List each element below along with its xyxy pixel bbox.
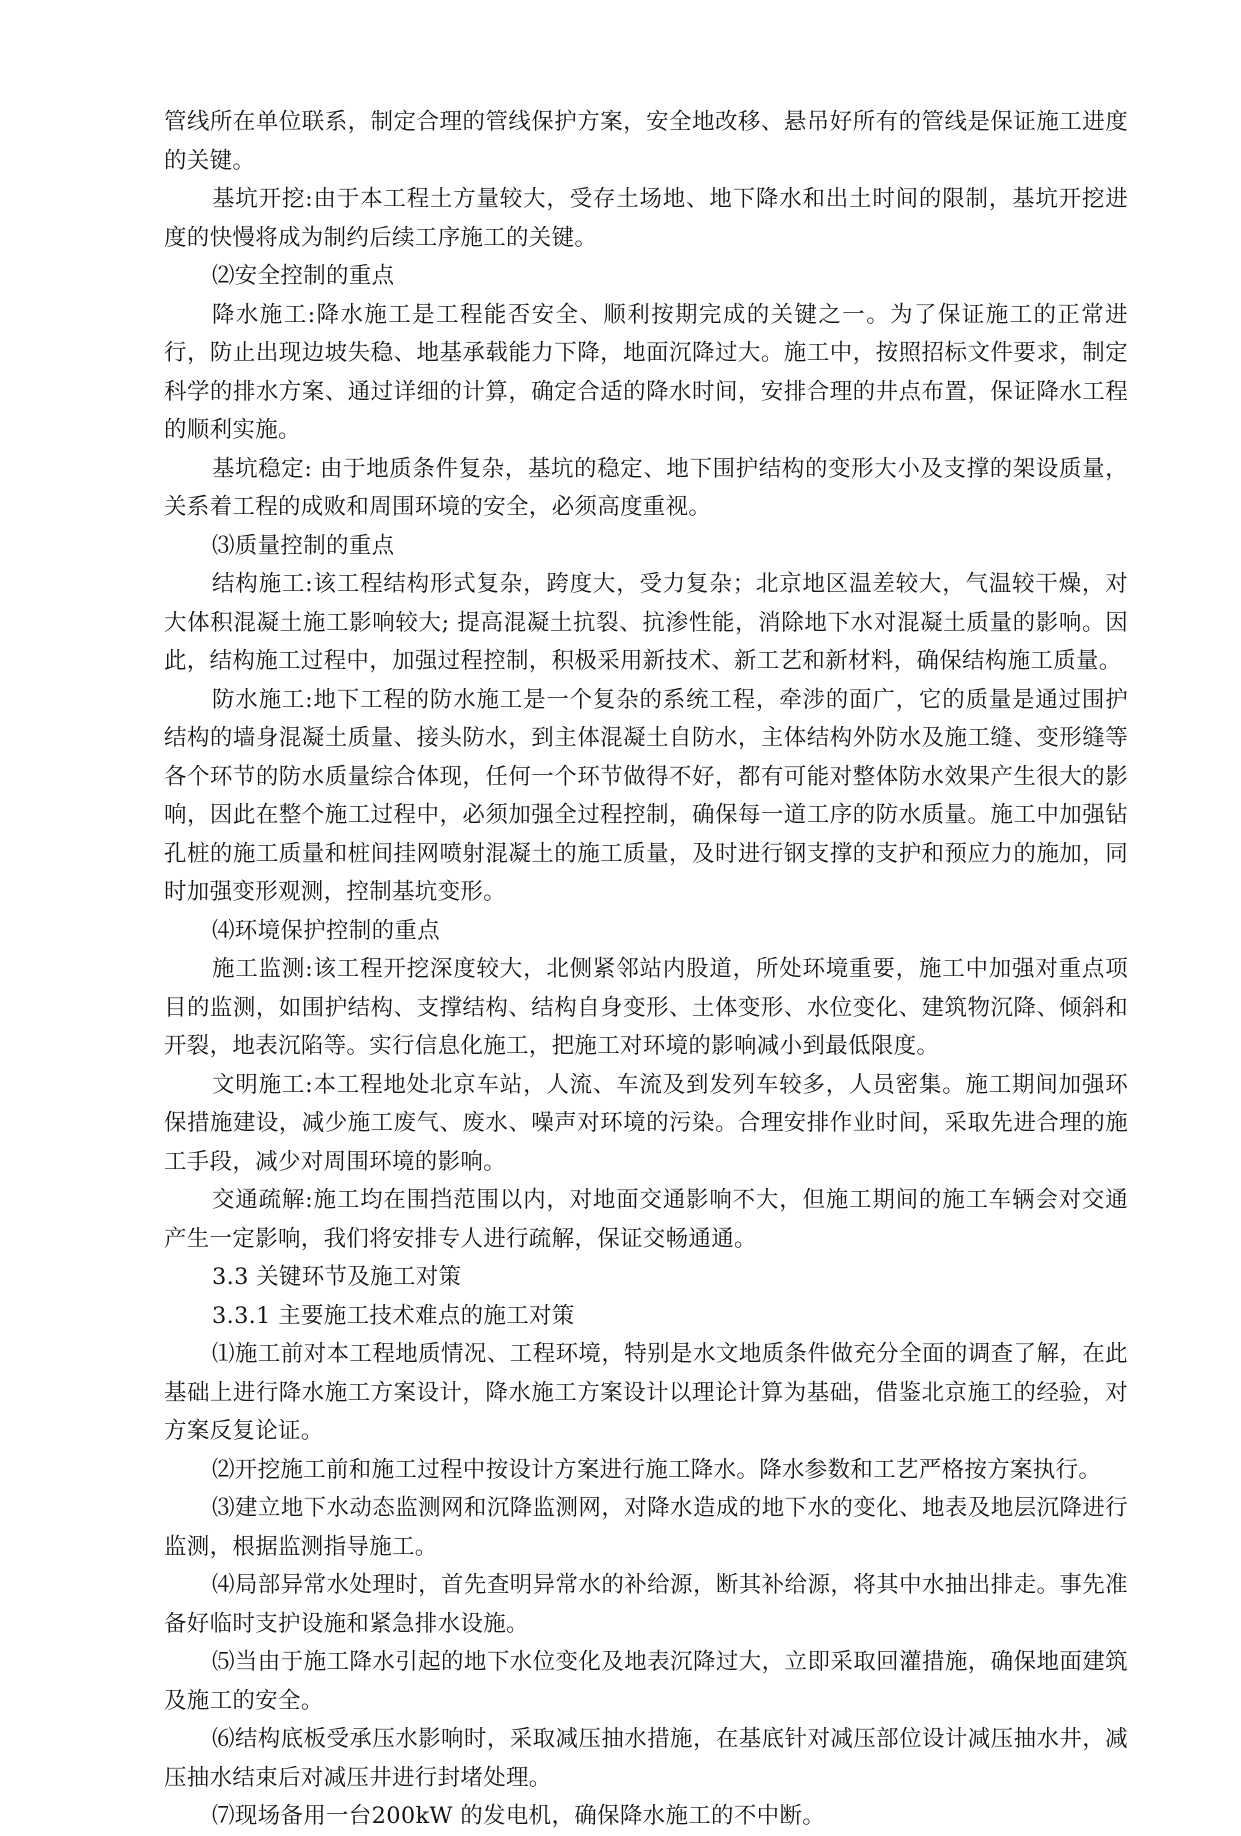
paragraph-monitoring: 施工监测:该工程开挖深度较大，北侧紧邻站内股道，所处环境重要，施工中加强对重点项目的监测，如围护结构、支撑结构、结构自身变形、土体变形、水位变化、建筑物沉降、倾斜和开裂，地表沉陷等。实行信息化施工，把施工对环境的影响减小到最低限度。 [164,956,1128,1059]
paragraph-pipeline-continuation: 管线所在单位联系，制定合理的管线保护方案，安全地改移、悬吊好所有的管线是保证施工进度的关键。 [164,109,1128,174]
heading-environmental-control: ⑷环境保护控制的重点 [212,917,441,944]
paragraph-pit-excavation: 基坑开挖:由于本工程土方量较大，受存土场地、地下降水和出土时间的限制，基坑开挖进度的快慢将成为制约后续工序施工的关键。 [164,186,1128,251]
list-item-3: ⑶建立地下水动态监测网和沉降监测网，对降水造成的地下水的变化、地表及地层沉降进行监测，根据监测指导施工。 [164,1495,1128,1560]
list-item-7: ⑺现场备用一台200kW 的发电机，确保降水施工的不中断。 [212,1803,826,1829]
document-page [164,103,1128,1836]
heading-section-3-3: 3.3 关键环节及施工对策 [212,1264,462,1290]
paragraph-traffic: 交通疏解:施工均在围挡范围以内，对地面交通影响不大，但施工期间的施工车辆会对交通产生一定影响，我们将安排专人进行疏解，保证交畅通通。 [164,1187,1128,1252]
paragraph-dewatering: 降水施工:降水施工是工程能否安全、顺利按期完成的关键之一。为了保证施工的正常进行，防止出现边坡失稳、地基承载能力下降，地面沉降过大。施工中，按照招标文件要求，制定科学的排水方案、通过详细的计算，确定合适的降水时间，安排合理的井点布置，保证降水工程的顺利实施。 [164,301,1128,443]
list-item-6: ⑹结构底板受承压水影响时，采取减压抽水措施，在基底针对减压部位设计减压抽水井，减压抽水结束后对减压井进行封堵处理。 [164,1726,1128,1791]
heading-quality-control: ⑶质量控制的重点 [212,532,395,559]
list-item-5: ⑸当由于施工降水引起的地下水位变化及地表沉降过大，立即采取回灌措施，确保地面建筑及施工的安全。 [164,1649,1128,1714]
heading-safety-control: ⑵安全控制的重点 [212,263,395,289]
paragraph-waterproofing: 防水施工:地下工程的防水施工是一个复杂的系统工程，牵涉的面广，它的质量是通过围护结构的墙身混凝土质量、接头防水，到主体混凝土自防水，主体结构外防水及施工缝、变形缝等各个环节的防水质量综合体现，任何一个环节做得不好，都有可能对整体防水效果产生很大的影响，因此在整个施工过程中，必须加强全过程控制，确保每一道工序的防水质量。施工中加强钻孔桩的施工质量和桩间挂网喷射混凝土的施工质量，及时进行钢支撑的支护和预应力的施加，同时加强变形观测，控制基坑变形。 [164,686,1128,905]
list-item-1: ⑴施工前对本工程地质情况、工程环境，特别是水文地质条件做充分全面的调查了解，在此基础上进行降水施工方案设计，降水施工方案设计以理论计算为基础，借鉴北京施工的经验，对方案反复论证。 [164,1341,1128,1444]
paragraph-pit-stability: 基坑稳定: 由于地质条件复杂，基坑的稳定、地下围护结构的变形大小及支撑的架设质量，关系着工程的成败和周围环境的安全，必须高度重视。 [164,455,1128,520]
heading-section-3-3-1: 3.3.1 主要施工技术难点的施工对策 [212,1302,575,1329]
paragraph-civilized-construction: 文明施工:本工程地处北京车站，人流、车流及到发列车较多，人员密集。施工期间加强环保措施建设，减少施工废气、废水、噪声对环境的污染。合理安排作业时间，采取先进合理的施工手段，减少对周围环境的影响。 [164,1071,1128,1175]
paragraph-structure-construction: 结构施工:该工程结构形式复杂，跨度大，受力复杂；北京地区温差较大，气温较干燥，对大体积混凝土施工影响较大; 提高混凝土抗裂、抗渗性能，消除地下水对混凝土质量的影响。因此，结构施工过程中，加强过程控制，积极采用新技术、新工艺和新材料，确保结构施工质量。 [164,571,1128,674]
list-item-4: ⑷局部异常水处理时，首先查明异常水的补给源，断其补给源，将其中水抽出排走。事先准备好临时支护设施和紧急排水设施。 [164,1572,1128,1637]
list-item-2: ⑵开挖施工前和施工过程中按设计方案进行施工降水。降水参数和工艺严格按方案执行。 [212,1456,1102,1483]
